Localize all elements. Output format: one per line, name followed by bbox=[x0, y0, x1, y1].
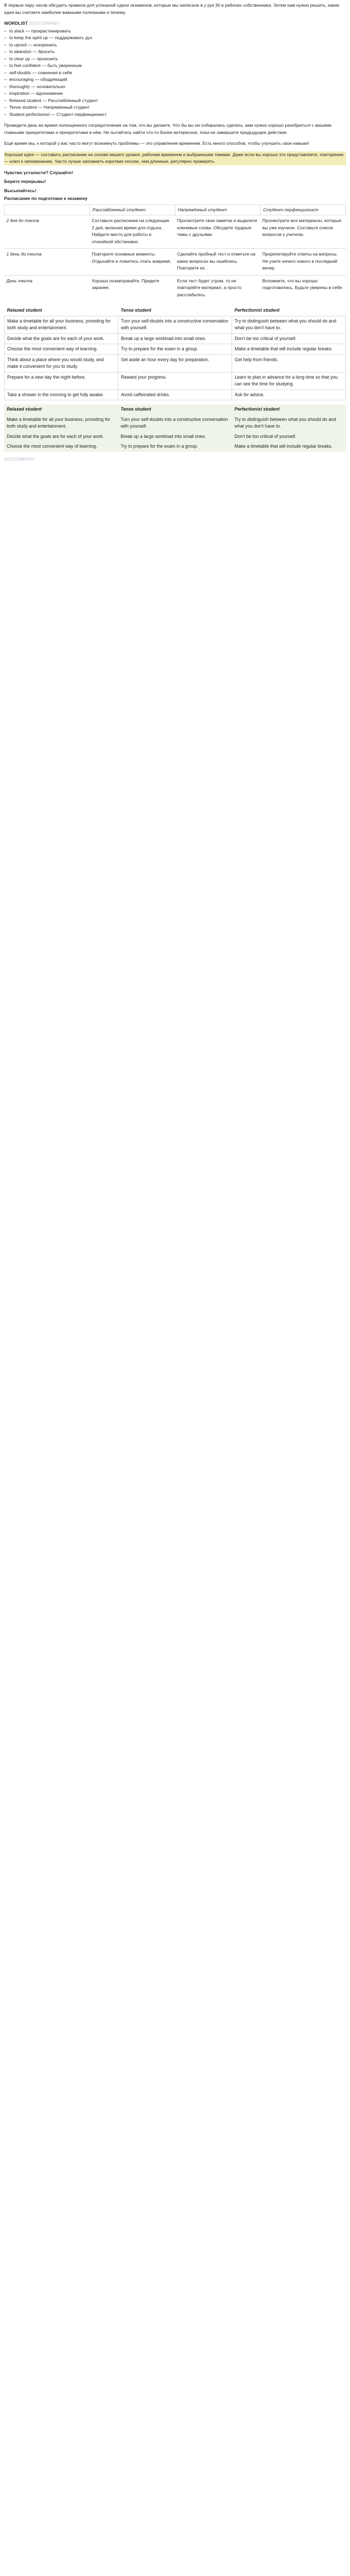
schedule-cell: Повторите основные моменты. Отдыхайте и ложитесь спать вовремя. bbox=[90, 249, 175, 276]
english-row bbox=[5, 389, 346, 400]
schedule-header-row bbox=[5, 205, 346, 215]
schedule-day: День теста bbox=[5, 275, 90, 301]
schedule-cell: Хорошо позавтракайте. Придите заранее. bbox=[90, 275, 175, 301]
english-col-header: Perfectionist student bbox=[234, 308, 279, 313]
english-cell: Choose the most convenient way of learning. bbox=[5, 344, 118, 355]
body-paragraph: Ещё время мы, к которой у вас часто могут возникнуть проблемы — это управление временем. Есть много способов, чтобы улучшить свои навыки! bbox=[4, 141, 309, 146]
english-cell: Take a shower in the morning to get fully awake. bbox=[5, 389, 118, 400]
wordlist-item: – to slack — прокрастинировать bbox=[4, 28, 346, 35]
schedule-col-header: Расслабленный студент bbox=[90, 205, 175, 215]
wordlist bbox=[4, 28, 346, 118]
english-cell: Choose the most convenient way of learning. bbox=[4, 442, 118, 452]
wordlist-item: – to uproot — искоренить bbox=[4, 42, 346, 49]
english-cell: Make a timetable that will include regular breaks. bbox=[232, 442, 346, 452]
english-row bbox=[5, 333, 346, 344]
english-header-row bbox=[4, 404, 346, 415]
english-cell: Don't be too critical of yourself. bbox=[232, 333, 346, 344]
english-cell: Decide what the goals are for each of your work. bbox=[5, 333, 118, 344]
footer-badge: SOCCOMPANY bbox=[4, 456, 35, 462]
schedule-cell: Составьте расписание на следующие 2 дня, включая время для отдыха. Найдите место для работы в спокойной обстановке. bbox=[90, 215, 175, 249]
english-row bbox=[5, 372, 346, 389]
wordlist-item: – to feel confident — быть уверенным bbox=[4, 62, 346, 70]
wordlist-item: – Tense student — Напряжённый студент bbox=[4, 104, 346, 111]
english-col-header: Tense student bbox=[120, 308, 151, 313]
wordlist-item: – Relaxed student — Расслабленный студент bbox=[4, 97, 346, 105]
english-row bbox=[4, 432, 346, 442]
english-tips-table bbox=[4, 306, 346, 400]
english-cell: Try to prepare for the exam in a group. bbox=[118, 442, 232, 452]
wordlist-item: – Student perfectionist — Студент-перфекционист bbox=[4, 111, 346, 118]
schedule-corner-cell bbox=[5, 205, 90, 215]
schedule-row bbox=[5, 215, 346, 249]
english-cell: Decide what the goals are for each of your work. bbox=[4, 432, 118, 442]
english-cell: Think about a place where you would study, and make it convenient for you to study. bbox=[5, 354, 118, 372]
schedule-day: 1 день до теста bbox=[5, 249, 90, 276]
english-cell: Set aside an hour every day for preparation. bbox=[118, 354, 232, 372]
wordlist-item: – self-doubts — сомнения в себе bbox=[4, 70, 346, 77]
schedule-cell: Если тест будет утром, то не повторяйте материал, а просто расслабьтесь. bbox=[175, 275, 260, 301]
section-heading-tired: Чувство усталости? Слушайте! bbox=[4, 170, 73, 175]
watermark: SOCCOMPANY bbox=[29, 21, 60, 26]
english-header-row bbox=[5, 306, 346, 316]
english-col-header: Tense student bbox=[118, 404, 232, 415]
section-heading-sleep: Высыпайтесь! bbox=[4, 188, 37, 193]
english-cell: Try to distinguish between what you should do and what you don't have to. bbox=[232, 415, 346, 432]
english-col-header: Relaxed student bbox=[4, 404, 118, 415]
english-cell: Break up a large workload into small ones. bbox=[118, 333, 232, 344]
english-row bbox=[4, 442, 346, 452]
schedule-col-header: Напряжённый студент bbox=[175, 205, 260, 215]
wordlist-item: – to abandon — бросить bbox=[4, 48, 346, 56]
english-cell: Try to distinguish between what you should do and what you don't have to. bbox=[232, 316, 346, 333]
english-cell: Turn your self-doubts into a constructive conversation with yourself. bbox=[118, 316, 232, 333]
schedule-row bbox=[5, 249, 346, 276]
english-cell: Turn your self-doubts into a constructive conversation with yourself. bbox=[118, 415, 232, 432]
wordlist-item: – to clear up — прояснить bbox=[4, 56, 346, 63]
english-row bbox=[5, 316, 346, 333]
english-cell: Reward your progress. bbox=[118, 372, 232, 389]
english-col-header: Perfectionist student bbox=[232, 404, 346, 415]
schedule-cell: Просмотрите все материалы, которые вы уже изучили. Составьте список вопросов к учителю. bbox=[260, 215, 346, 249]
english-cell: Prepare for a new day the night before. bbox=[5, 372, 118, 389]
wordlist-item: – to keep the spirit up — поддерживать дух bbox=[4, 35, 346, 42]
wordlist-item: – encouraging — ободряющий bbox=[4, 76, 346, 83]
section-heading-break: Берите перерывы! bbox=[4, 179, 46, 184]
english-tips-table-shaded bbox=[4, 404, 346, 452]
schedule-table bbox=[4, 205, 346, 302]
document-page bbox=[0, 0, 350, 468]
schedule-cell: Прорепетируйте ответы на вопросы. Не учите ничего нового в последний вечер. bbox=[260, 249, 346, 276]
wordlist-title: WORDLIST SOCCOMPANY bbox=[4, 21, 60, 26]
english-cell: Make a timetable for all your business, providing for both study and entertainment. bbox=[4, 415, 118, 432]
body-paragraph: Проведите день во время полноценного сосредоточения на том, что вы делаете. Что бы вы ни собирались сделать, вам нужно хорошо разобраться с вашими главными приоритетами и приоритетами в нём. Не пытайтесь найти что-то более интересное, пока не завершите предыдущее действие. bbox=[4, 123, 331, 135]
english-cell: Try to prepare for the exam in a group. bbox=[118, 344, 232, 355]
english-cell: Break up a large workload into small ones. bbox=[118, 432, 232, 442]
english-cell: Make a timetable that will include regular breaks. bbox=[232, 344, 346, 355]
schedule-day: 2 дня до теста bbox=[5, 215, 90, 249]
english-cell: Ask for advice. bbox=[232, 389, 346, 400]
english-cell: Learn to plan in advance for a long time so that you can see the time for studying. bbox=[232, 372, 346, 389]
wordlist-item: – inspiration — вдохновение bbox=[4, 90, 346, 97]
schedule-cell: Вспомните, что вы хорошо подготовились. Будьте уверены в себе. bbox=[260, 275, 346, 301]
english-cell: Avoid caffeinated drinks. bbox=[118, 389, 232, 400]
schedule-title: Расписание по подготовке к экзамену bbox=[4, 196, 87, 201]
schedule-row bbox=[5, 275, 346, 301]
english-cell: Get help from friends. bbox=[232, 354, 346, 372]
schedule-cell: Сделайте пробный тест и отметьте на каких вопросах вы ошиблись. Повторите их. bbox=[175, 249, 260, 276]
english-row bbox=[5, 354, 346, 372]
english-cell: Make a timetable for all your business, providing for both study and entertainment. bbox=[5, 316, 118, 333]
english-row bbox=[5, 344, 346, 355]
english-col-header: Relaxed student bbox=[7, 308, 42, 313]
english-cell: Don't be too critical of yourself. bbox=[232, 432, 346, 442]
schedule-col-header: Студент-перфекционист bbox=[260, 205, 346, 215]
highlighted-paragraph: Хорошая идея — составить расписание на основе вашего уровня, рабочим временем и выбранными темами. Даже если вы хорошо это представляете, повторение — ключ к запоминанию. Часто лучше запомнить короткие сессии, чем длинные, регулярно проверять. bbox=[4, 151, 346, 165]
intro-paragraph: В первые пару часов обсудить правила для успешной сдачи экзаменов, которые мы написали в у рук 30 в рабочих собственника. Затем нам нужно решить, какие идеи вы считаете наиболее важными полезными и почему. bbox=[4, 3, 340, 15]
schedule-cell: Просмотрите свои заметки и выделите ключевые слова. Обсудите трудные темы с друзьями. bbox=[175, 215, 260, 249]
english-row bbox=[4, 415, 346, 432]
wordlist-item: – thoroughly — основательно bbox=[4, 83, 346, 91]
